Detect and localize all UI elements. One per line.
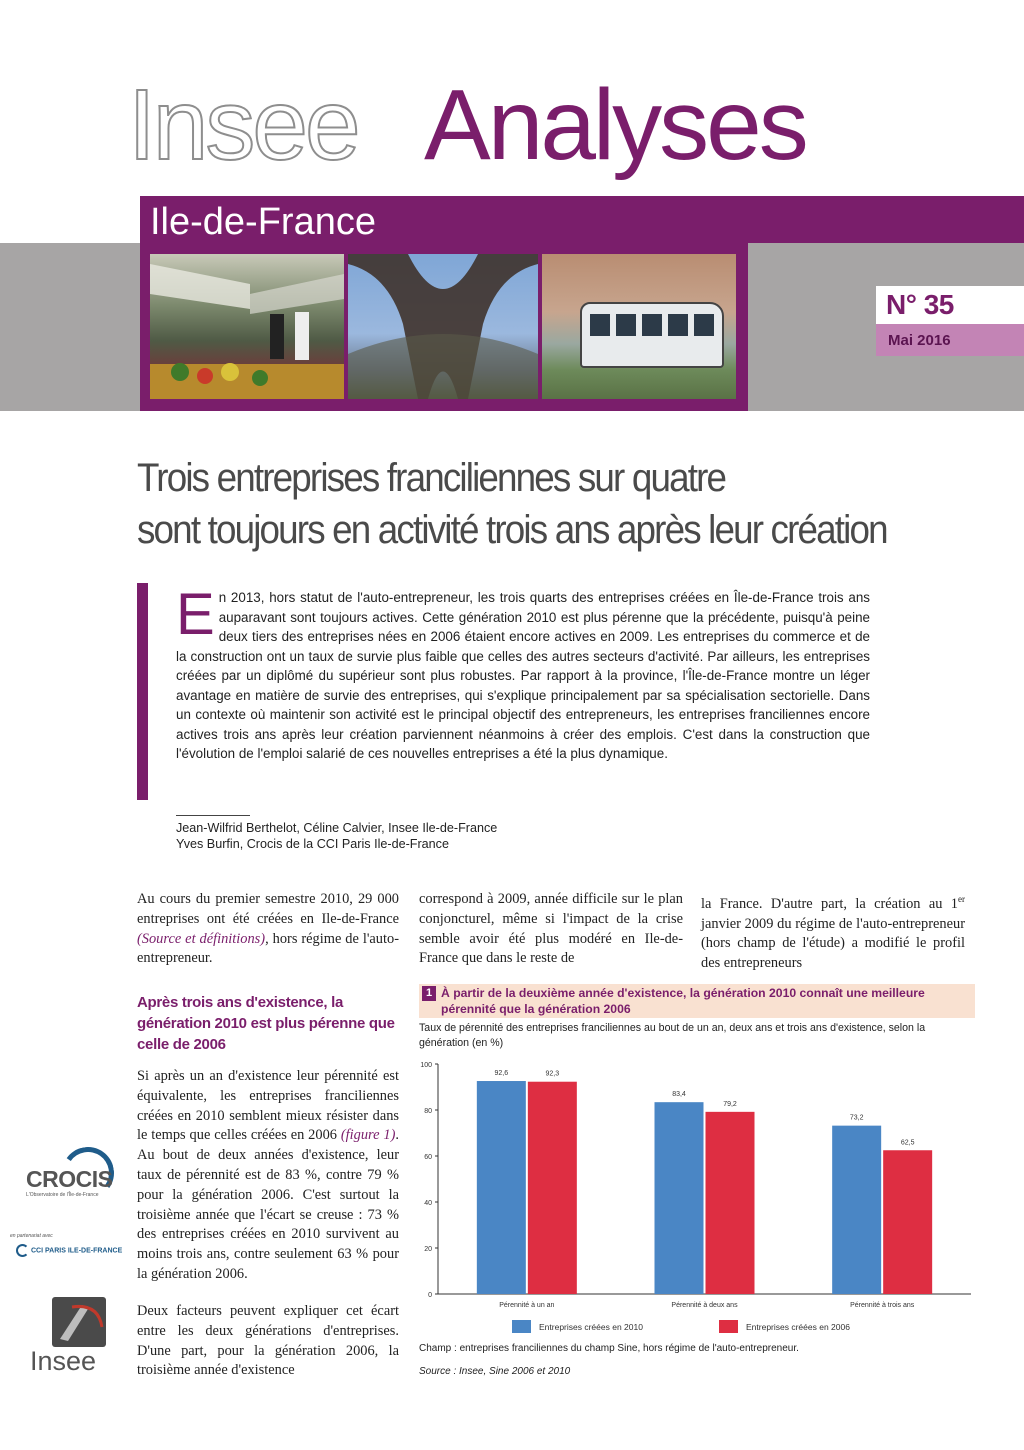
issue-date: Mai 2016 (888, 332, 951, 349)
y-tick-label: 80 (424, 1108, 432, 1115)
category-label: Pérennité à un an (499, 1302, 555, 1309)
issue-number: N° 35 (886, 289, 954, 320)
figure-subtitle: Taux de pérennité des entreprises franciliennes au bout de un an, deux ans et trois ans d'existence, selon la génération (en %) (419, 1022, 926, 1049)
body-paragraph (137, 890, 399, 969)
brand-analyses: Analyses (424, 69, 806, 181)
category-label: Pérennité à deux ans (671, 1302, 738, 1309)
source-reference-link[interactable]: (Source et définitions) (137, 930, 266, 947)
title-line-1: Trois entreprises franciliennes sur quatre (137, 456, 726, 500)
y-tick-label: 20 (424, 1246, 432, 1253)
body-paragraph: Deux facteurs peuvent expliquer cet écart entre les deux générations d'entreprises. D'une part, pour la génération 2006, la troisième année d'existence (137, 1303, 399, 1379)
body-text: Si après un an d'existence leur pérennité est équivalente, les entreprises franciliennes créées en 2010 semblent mieux résister dans le temps que celles créées en 2006 (137, 1068, 399, 1144)
bar-value-label: 83,4 (672, 1091, 686, 1099)
author-line-1: Jean-Wilfrid Berthelot, Céline Calvier, Insee Ile-de-France (176, 821, 498, 835)
insee-logo: Insee (30, 1346, 97, 1376)
figure-source: Source : Insee, Sine 2006 et 2010 (419, 1366, 571, 1377)
legend-label: Entreprises créées en 2010 (539, 1322, 643, 1332)
legend-label: Entreprises créées en 2006 (746, 1322, 850, 1332)
body-text: la France. D'autre part, la création au 1 (701, 895, 958, 912)
figure-scope-note: Champ : entreprises franciliennes du champ Sine, hors régime de l'auto-entrepreneur. (419, 1343, 799, 1354)
cci-logo (16, 1244, 122, 1257)
figure-number: 1 (422, 986, 436, 1001)
body-text: janvier 2009 du régime de l'auto-entrepreneur (hors champ de l'étude) a modifié le profil des entrepreneurs (701, 915, 965, 972)
bar-2010 (655, 1102, 704, 1294)
bar-value-label: 62,5 (900, 1139, 915, 1147)
insee-mark-icon (52, 1297, 106, 1347)
section-heading: Après trois ans d'existence, la génération 2010 est plus pérenne que celle de 2006 (137, 994, 395, 1053)
body-text: . Au bout de deux années d'existence, leur taux de pérennité est de 83 %, contre 79 % pour la génération 2006. C'est surtout la troisième année que l'écart se creuse : 73 % des entreprises créées en 2010 survivent au moins trois ans, contre seulement 63 % pour la génération 2006. (137, 1127, 399, 1282)
y-tick-label: 0 (428, 1292, 432, 1299)
body-text: Au cours du premier semestre 2010, 29 000 entreprises ont été créées en Ile-de-France (137, 891, 399, 927)
bar-value-label: 79,2 (723, 1100, 737, 1108)
survival-rate-bar-chart (416, 1056, 978, 1346)
lead-dropcap: E (176, 582, 215, 647)
market-photo (150, 254, 344, 399)
eiffel-tower-photo (348, 254, 538, 399)
bar-2006 (706, 1112, 755, 1294)
bar-value-label: 73,2 (849, 1114, 864, 1122)
bar-value-label: 92,6 (494, 1070, 509, 1078)
category-label: Pérennité à trois ans (850, 1302, 915, 1309)
lead-accent-bar (137, 583, 148, 800)
cci-logo-text: CCI PARIS ILE-DE-FRANCE (31, 1247, 123, 1255)
body-paragraph (137, 1067, 399, 1285)
body-paragraph: correspond à 2009, année difficile sur le plan conjoncturel, même si l'impact de la crise semble avoir été plus modéré en Ile-de-France que dans le reste de (419, 891, 683, 967)
author-line-2: Yves Burfin, Crocis de la CCI Paris Ile-de-France (176, 837, 449, 851)
title-line-2: sont toujours en activité trois ans après leur création (137, 508, 887, 552)
page-title (137, 452, 910, 556)
lead-text: n 2013, hors statut de l'auto-entrepreneur, les trois quarts des entreprises créées en Île-de-France trois ans auparavant sont toujours actives. Cette génération 2010 est plus pérenne que la précédente, puisqu'à peine deux tiers des entreprises nées en 2006 étaient encore actives en 2009. Les entreprises du commerce et de la construction ont un taux de survie plus faible que celles des autres secteurs d'activité. Par ailleurs, les entreprises créées par un diplômé du supérieur sont plus robustes. Par rapport à la province, l'Île-de-France montre un léger avantage en matière de survie des entreprises, qui s'explique principalement par sa spécialisation sectorielle. Dans un contexte où maintenir son activité est le principal objectif des entrepreneurs, les entreprises franciliennes encore actives trois ans après leur création parviennent néanmoins à créer des emplois. C'est dans la construction que l'évolution de l'emploi salarié de ces nouvelles entreprises a été la plus dynamique. (176, 590, 870, 761)
body-paragraph (701, 890, 965, 974)
bar-2006 (528, 1082, 577, 1294)
figure-reference-link[interactable]: (figure 1) (340, 1127, 396, 1144)
cci-c-icon (16, 1244, 29, 1257)
bar-2010 (477, 1081, 526, 1294)
body-text: , hors régime de l'auto-entrepreneur. (137, 930, 399, 967)
partner-note: en partenariat avec (10, 1233, 53, 1239)
figure-title: À partir de la deuxième année d'existence, la génération 2010 connaît une meilleure pérennité que la génération 2006 (441, 986, 925, 1016)
lead-paragraph (176, 582, 870, 764)
bar-value-label: 92,3 (545, 1070, 560, 1078)
legend-swatch (719, 1320, 738, 1333)
ordinal-suffix: er (958, 894, 965, 904)
legend-swatch (512, 1320, 531, 1333)
tramway-photo (542, 254, 736, 399)
y-tick-label: 100 (420, 1062, 432, 1069)
y-tick-label: 40 (424, 1200, 432, 1207)
y-tick-label: 60 (424, 1154, 432, 1161)
authors-rule (176, 815, 250, 816)
brand-insee: Insee (128, 69, 358, 181)
crocis-tagline: L'Observatoire de l'Île-de-France (26, 1192, 99, 1198)
brand-region: Ile-de-France (150, 201, 376, 243)
bar-2006 (883, 1150, 932, 1294)
bar-2010 (832, 1126, 881, 1294)
authors (176, 820, 497, 852)
crocis-logo: CROCIS (26, 1166, 113, 1192)
